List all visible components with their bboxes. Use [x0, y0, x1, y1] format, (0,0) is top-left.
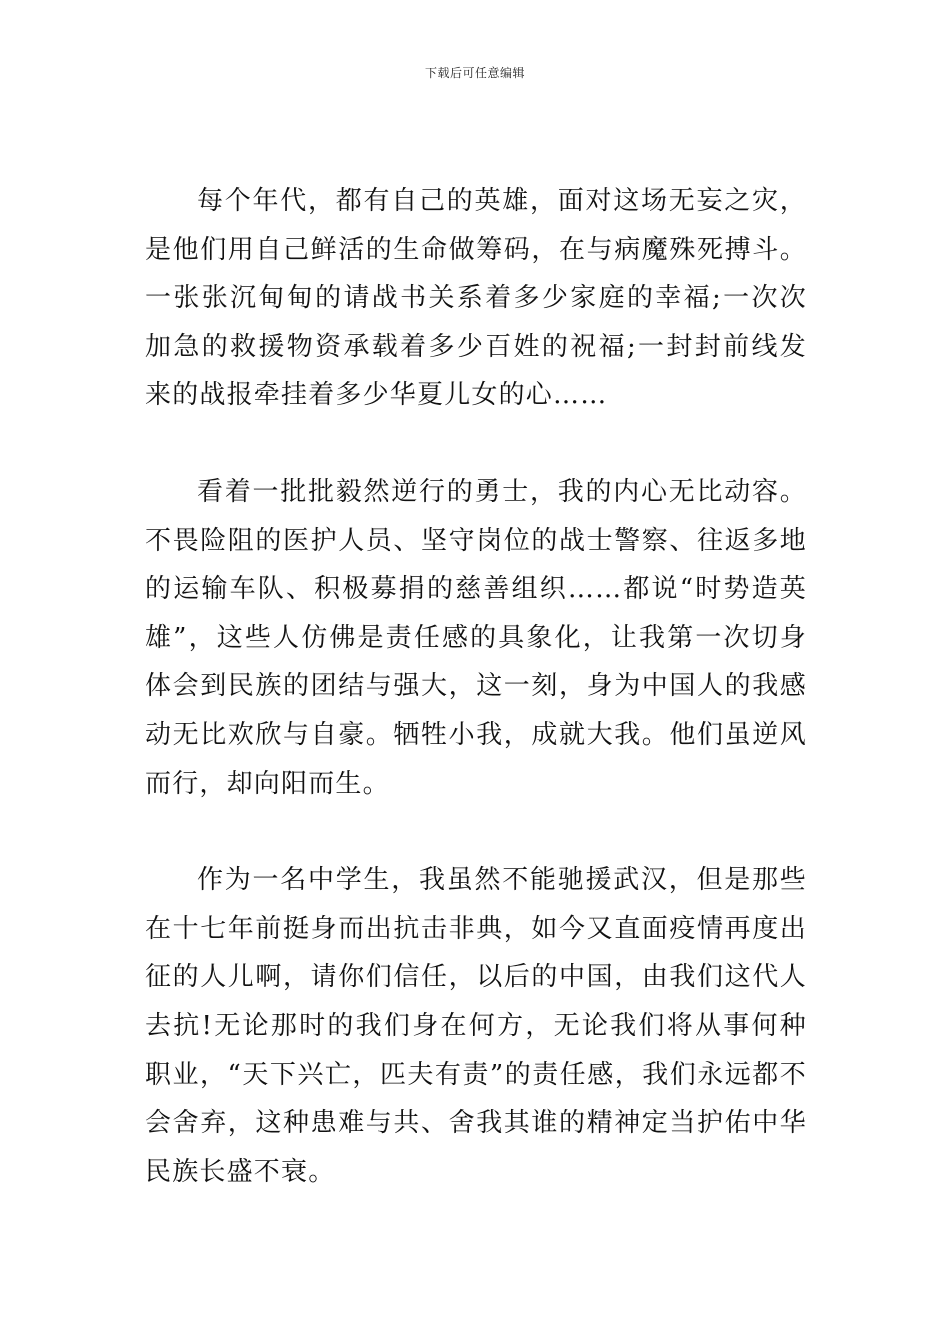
page-header-note: 下载后可任意编辑: [424, 66, 525, 80]
paragraph-1: 每个年代，都有自己的英雄，面对这场无妄之灾，是他们用自己鲜活的生命做筹码，在与病魔殊死搏斗。一张张沉甸甸的请战书关系着多少家庭的幸福;一次次加急的救援物资承载着多少百姓的祝福;一封封前线发来的战报牵挂着多少华夏儿女的心……: [145, 186, 807, 411]
paragraph-2: 看着一批批毅然逆行的勇士，我的内心无比动容。不畏险阻的医护人员、坚守岗位的战士警察、往返多地的运输车队、积极募捐的慈善组织……都说“时势造英雄”，这些人仿佛是责任感的具象化，让我第一次切身体会到民族的团结与强大，这一刻，身为中国人的我感动无比欢欣与自豪。牺牲小我，成就大我。他们虽逆风而行，却向阳而生。: [145, 476, 807, 799]
document-body: [145, 177, 807, 1196]
paragraph-3: 作为一名中学生，我虽然不能驰援武汉，但是那些在十七年前挺身而出抗击非典，如今又直面疫情再度出征的人儿啊，请你们信任，以后的中国，由我们这代人去抗!无论那时的我们身在何方，无论我们将从事何种职业，“天下兴亡，匹夫有责”的责任感，我们永远都不会舍弃，这种患难与共、舍我其谁的精神定当护佑中华民族长盛不衰。: [145, 865, 807, 1187]
